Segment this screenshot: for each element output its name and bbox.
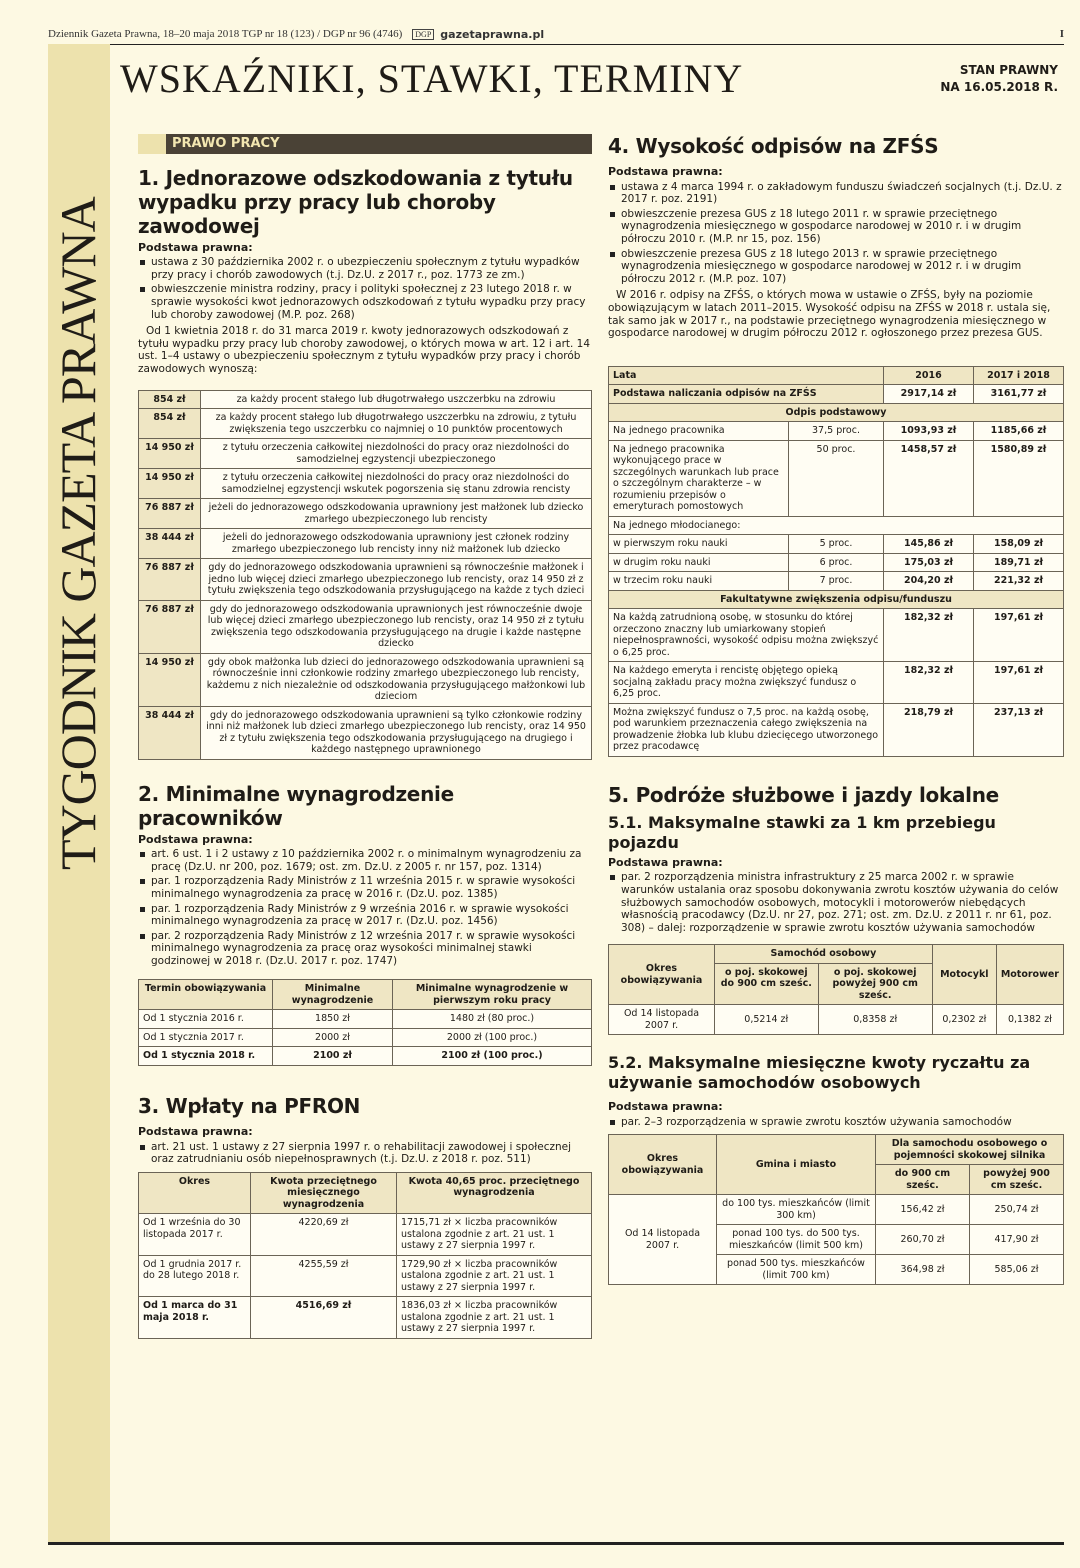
- table-header: 2017 i 2018: [974, 366, 1064, 385]
- table-cell: 364,98 zł: [876, 1255, 970, 1285]
- table-header: 2016: [884, 366, 974, 385]
- list-item: obwieszczenie ministra rodziny, pracy i polityki społecznej z 23 lutego 2018 r. w sprawie wysokości kwot jednorazowych odszkodowań z tytułu wypadku przy pracy lub choroby zawodowej (M.P. poz. 268): [138, 283, 592, 321]
- table-cell: w drugim roku nauki: [609, 553, 789, 572]
- table-subheader: Odpis podstawowy: [609, 403, 1064, 422]
- s1-basis-list: [138, 256, 592, 321]
- s4-basis-list: [608, 181, 1064, 286]
- table-cell: Od 1 stycznia 2017 r.: [139, 1028, 273, 1047]
- table-cell: 2100 zł (100 proc.): [393, 1047, 592, 1066]
- table-header: Minimalne wynagrodzenie: [273, 980, 393, 1010]
- s2-basis-list: [138, 848, 592, 967]
- table-cell: 197,61 zł: [974, 609, 1064, 662]
- s1-paragraph: Od 1 kwietnia 2018 r. do 31 marca 2019 r. kwoty jednorazowych odszkodowań z tytułu wypadku przy pracy lub choroby zawodowej, o których mowa w art. 12 i art. 14 ust. 1–4 ustawy o ubezpieczeniu społecznym z tytułu wypadków przy pracy i chorób zawodowych wynoszą:: [138, 325, 591, 375]
- table-cell: 237,13 zł: [974, 703, 1064, 756]
- table-cell: ponad 500 tys. mieszkańców (limit 700 km): [717, 1255, 876, 1285]
- table-header: Gmina i miasto: [717, 1135, 876, 1195]
- table-cell: 76 887 zł: [139, 600, 201, 653]
- table-cell: 14 950 zł: [139, 653, 201, 706]
- table-cell: 854 zł: [139, 390, 201, 409]
- table-cell: Od 1 marca do 31 maja 2018 r.: [139, 1297, 251, 1339]
- site-link[interactable]: gazetaprawna.pl: [440, 27, 545, 41]
- table-cell: 417,90 zł: [970, 1225, 1064, 1255]
- table-cell: w pierwszym roku nauki: [609, 535, 789, 554]
- table-cell: 4255,59 zł: [251, 1255, 397, 1297]
- s2-table: [138, 979, 592, 1066]
- s2-title: 2. Minimalne wynagrodzenie pracowników: [138, 781, 454, 830]
- s4-title: 4. Wysokość odpisów na ZFŚS: [608, 134, 939, 158]
- s4-basis-label: Podstawa prawna:: [608, 165, 723, 178]
- table-cell: 175,03 zł: [884, 553, 974, 572]
- legal-status-line2: NA 16.05.2018 R.: [940, 80, 1058, 94]
- table-cell: gdy obok małżonka lub dzieci do jednorazowego odszkodowania uprawnieni są równocześnie inni członkowie rodziny zmarłego ubezpieczonego lub rencisty, każdemu z nich niezależnie od odszkodowania przysługującego małżonkowi lub dzieciom: [201, 653, 592, 706]
- table-header: Dla samochodu osobowego o pojemności skokowej silnika: [876, 1135, 1064, 1165]
- s52-title: 5.2. Maksymalne miesięczne kwoty ryczałtu za używanie samochodów osobowych: [608, 1053, 1031, 1093]
- table-cell: 156,42 zł: [876, 1195, 970, 1225]
- table-cell: 145,86 zł: [884, 535, 974, 554]
- table-header: Lata: [609, 366, 884, 385]
- table-cell: 182,32 zł: [884, 609, 974, 662]
- table-cell: jeżeli do jednorazowego odszkodowania uprawniony jest małżonek lub dziecko zmarłego ubezpieczonego lub rencisty: [201, 499, 592, 529]
- table-cell: 0,2302 zł: [932, 1005, 996, 1035]
- list-item: art. 21 ust. 1 ustawy z 27 sierpnia 1997 r. o rehabilitacji zawodowej i społecznej oraz zatrudnianiu osób niepełnosprawnych (t.j. Dz.U. z 2018 r. poz. 511): [138, 1141, 592, 1166]
- table-cell: Można zwiększyć fundusz o 7,5 proc. na każdą osobę, pod warunkiem przeznaczenia całego zwiększenia na prowadzenie żłobka lub klubu dziecięcego utworzonego przez pracodawcę: [609, 703, 884, 756]
- table-cell: Na jednego młodocianego:: [609, 516, 1064, 535]
- legal-status: [940, 62, 1058, 96]
- table-header: Kwota przeciętnego miesięcznego wynagrodzenia: [251, 1172, 397, 1214]
- table-row: [139, 1255, 592, 1297]
- table-cell: 854 zł: [139, 409, 201, 439]
- right-column: [608, 134, 1064, 1285]
- list-item: par. 2 rozporządzenia ministra infrastruktury z 25 marca 2002 r. w sprawie warunków ustalania oraz sposobu dokonywania zwrotu kosztów używania do celów służbowych samochodów osobowych, motocykli i motorowerów niebędących własnością pracodawcy (Dz.U. nr 27, poz. 271; ost. zm. Dz.U. z 2011 r. nr 61, poz. 308) – dalej: rozporządzenie w sprawie zwrotu kosztów używania samochodów: [608, 871, 1064, 934]
- table-header: Termin obowiązywania: [139, 980, 273, 1010]
- s3-basis-label: Podstawa prawna:: [138, 1124, 253, 1138]
- table-cell: 182,32 zł: [884, 662, 974, 704]
- table-row: [609, 440, 1064, 516]
- s2-basis-label: Podstawa prawna:: [138, 832, 253, 846]
- table-cell: 1850 zł: [273, 1010, 393, 1029]
- table-cell: 1480 zł (80 proc.): [393, 1010, 592, 1029]
- table-header: Okres obowiązywania: [609, 945, 715, 1005]
- table-cell: Od 1 września do 30 listopada 2017 r.: [139, 1214, 251, 1256]
- s52-basis-label: Podstawa prawna:: [608, 1100, 723, 1114]
- s3-table: [138, 1172, 592, 1339]
- table-cell: 5 proc.: [789, 535, 884, 554]
- page-title: WSKAŹNIKI, STAWKI, TERMINY: [120, 56, 744, 101]
- table-cell: z tytułu orzeczenia całkowitej niezdolności do pracy oraz niezdolności do samodzielnej egzystencji wskutek pogorszenia się stanu zdrowia rencisty: [201, 469, 592, 499]
- table-cell: Na jednego pracownika wykonującego prace w szczególnych warunkach lub prace o szczególnym charakterze – w rozumieniu przepisów o emeryturach pomostowych: [609, 440, 789, 516]
- table-header: do 900 cm sześc.: [876, 1165, 970, 1195]
- section-label: PRAWO PRACY: [138, 134, 592, 154]
- table-cell: jeżeli do jednorazowego odszkodowania uprawniony jest członek rodziny zmarłego ubezpieczonego lub rencisty inny niż małżonek lub dziecko: [201, 529, 592, 559]
- table-cell: 38 444 zł: [139, 706, 201, 759]
- s51-table: [608, 944, 1064, 1035]
- table-cell: gdy do jednorazowego odszkodowania uprawnieni są równocześnie małżonek i jedno lub więcej dzieci zmarłego ubezpieczonego lub rencisty, oraz 14 950 zł z tytułu zwiększenia tego odszkodowania przysługującego na każde z tych dzieci: [201, 559, 592, 601]
- s1-title: 1. Jednorazowe odszkodowania z tytułu wypadku przy pracy lub choroby zawodowej: [138, 165, 573, 238]
- left-column: [138, 134, 592, 1339]
- table-subheader: Fakultatywne zwiększenia odpisu/funduszu: [609, 590, 1064, 609]
- table-row: [139, 390, 592, 409]
- table-cell: 158,09 zł: [974, 535, 1064, 554]
- table-row: [609, 1005, 1064, 1035]
- table-cell: Od 1 stycznia 2016 r.: [139, 1010, 273, 1029]
- table-header: powyżej 900 cm sześc.: [970, 1165, 1064, 1195]
- table-cell: 189,71 zł: [974, 553, 1064, 572]
- table-row: [139, 1297, 592, 1339]
- table-cell: ponad 100 tys. do 500 tys. mieszkańców (limit 500 km): [717, 1225, 876, 1255]
- table-row: [139, 529, 592, 559]
- table-header: Okres obowiązywania: [609, 1135, 717, 1195]
- page-number: I: [1059, 28, 1064, 40]
- table-cell: 0,1382 zł: [996, 1005, 1063, 1035]
- table-cell: 1458,57 zł: [884, 440, 974, 516]
- table-header: o poj. skokowej do 900 cm sześc.: [715, 963, 819, 1005]
- table-cell: 0,5214 zł: [715, 1005, 819, 1035]
- table-cell: 585,06 zł: [970, 1255, 1064, 1285]
- list-item: par. 1 rozporządzenia Rady Ministrów z 9 września 2016 r. w sprawie wysokości minimalnego wynagrodzenia za pracę w 2017 r. (Dz.U. poz. 1456): [138, 903, 592, 928]
- table-cell: 76 887 zł: [139, 499, 201, 529]
- table-cell: 4516,69 zł: [251, 1297, 397, 1339]
- table-header: o poj. skokowej powyżej 900 cm sześc.: [818, 963, 932, 1005]
- table-row: [139, 1010, 592, 1029]
- table-cell: 197,61 zł: [974, 662, 1064, 704]
- table-cell: 1185,66 zł: [974, 422, 1064, 441]
- list-item: art. 6 ust. 1 i 2 ustawy z 10 października 2002 r. o minimalnym wynagrodzeniu za pracę (Dz.U. nr 200, poz. 1679; ost. zm. Dz.U. z 2005 r. nr 157, poz. 1314): [138, 848, 592, 873]
- s3-title: 3. Wpłaty na PFRON: [138, 1093, 361, 1118]
- table-cell: gdy do jednorazowego odszkodowania uprawnieni są tylko członkowie rodziny inni niż małżonek lub dzieci zmarłego ubezpieczonego lub rencisty, oraz 14 950 zł z tytułu zwiększenia tego odszkodowania przysługującego na drugiego i każdego następnego uprawnionego: [201, 706, 592, 759]
- table-cell: Na każdego emeryta i rencistę objętego opieką socjalną zakładu pracy można zwiększyć fundusz o 6,25 proc.: [609, 662, 884, 704]
- table-cell: 1580,89 zł: [974, 440, 1064, 516]
- table-row: [609, 662, 1064, 704]
- s5-title: 5. Podróże służbowe i jazdy lokalne: [608, 782, 999, 807]
- table-cell: 6 proc.: [789, 553, 884, 572]
- table-cell: 3161,77 zł: [974, 385, 1064, 404]
- table-row: [139, 469, 592, 499]
- s1-table: [138, 390, 592, 760]
- table-cell: 4220,69 zł: [251, 1214, 397, 1256]
- table-cell: w trzecim roku nauki: [609, 572, 789, 591]
- table-header: Motorower: [996, 945, 1063, 1005]
- table-cell: do 100 tys. mieszkańców (limit 300 km): [717, 1195, 876, 1225]
- table-cell: 2100 zł: [273, 1047, 393, 1066]
- table-header: Minimalne wynagrodzenie w pierwszym roku pracy: [393, 980, 592, 1010]
- table-row: [139, 559, 592, 601]
- table-header: Kwota 40,65 proc. przeciętnego wynagrodzenia: [397, 1172, 592, 1214]
- table-cell: Od 1 stycznia 2018 r.: [139, 1047, 273, 1066]
- table-cell: za każdy procent stałego lub długotrwałego uszczerbku na zdrowiu, z tytułu zwiększenia tego uszczerbku co najmniej o 10 punktów procentowych: [201, 409, 592, 439]
- table-row: [139, 499, 592, 529]
- table-row: [609, 385, 1064, 404]
- table-row: [609, 553, 1064, 572]
- table-cell: gdy do jednorazowego odszkodowania uprawnionych jest równocześnie dwoje lub więcej dzieci zmarłego ubezpieczonego lub rencisty, oraz 14 950 zł z tytułu zwiększenia tego odszkodowania przysługującego na drugie i każde następne dziecko: [201, 600, 592, 653]
- table-cell: Na każdą zatrudnioną osobę, w stosunku do której orzeczono znaczny lub umiarkowany stopień niepełnosprawności, wysokość odpisu można zwiększyć o 6,25 proc.: [609, 609, 884, 662]
- table-row: [139, 1047, 592, 1066]
- table-row: [139, 706, 592, 759]
- s4-paragraph: W 2016 r. odpisy na ZFŚS, o których mowa w ustawie o ZFŚS, były na poziomie obowiązującym w latach 2011–2015. Wysokość odpisu na ZFŚS w 2018 r. ustala się, tak samo jak w 2017 r., na podstawie przeciętnego wynagrodzenia miesięcznego w gospodarce narodowej w drugim półroczu 2012 r. ogłoszonego przez prezesa GUS.: [608, 289, 1051, 340]
- list-item: par. 2–3 rozporządzenia w sprawie zwrotu kosztów używania samochodów: [608, 1116, 1064, 1129]
- table-row: [609, 1195, 1064, 1225]
- s51-basis-label: Podstawa prawna:: [608, 855, 723, 869]
- s51-basis-list: [608, 871, 1064, 934]
- table-cell: Od 1 grudnia 2017 r. do 28 lutego 2018 r.: [139, 1255, 251, 1297]
- table-row: [139, 409, 592, 439]
- table-cell: za każdy procent stałego lub długotrwałego uszczerbku na zdrowiu: [201, 390, 592, 409]
- s52-table: [608, 1134, 1064, 1285]
- table-row: [609, 516, 1064, 535]
- s4-table: [608, 366, 1064, 757]
- table-cell: Na jednego pracownika: [609, 422, 789, 441]
- table-cell: 2000 zł (100 proc.): [393, 1028, 592, 1047]
- table-cell: 218,79 zł: [884, 703, 974, 756]
- issue-info: Dziennik Gazeta Prawna, 18–20 maja 2018 TGP nr 18 (123) / DGP nr 96 (4746): [48, 28, 403, 40]
- table-cell: 1093,93 zł: [884, 422, 974, 441]
- s1-basis-label: Podstawa prawna:: [138, 240, 253, 254]
- table-row: [139, 1028, 592, 1047]
- s52-basis-list: [608, 1116, 1064, 1129]
- table-row: [139, 600, 592, 653]
- table-cell: 204,20 zł: [884, 572, 974, 591]
- page-header: [48, 24, 1064, 44]
- header-rule: [48, 44, 1064, 45]
- table-cell: Od 14 listopada 2007 r.: [609, 1195, 717, 1285]
- list-item: ustawa z 4 marca 1994 r. o zakładowym funduszu świadczeń socjalnych (t.j. Dz.U. z 2017 r. poz. 2191): [608, 181, 1064, 206]
- table-cell: Od 14 listopada 2007 r.: [609, 1005, 715, 1035]
- table-cell: 0,8358 zł: [818, 1005, 932, 1035]
- table-cell: 14 950 zł: [139, 469, 201, 499]
- table-row: [139, 439, 592, 469]
- dgp-badge: DGP: [412, 29, 434, 40]
- table-cell: Podstawa naliczania odpisów na ZFŚS: [609, 385, 884, 404]
- s51-title: 5.1. Maksymalne stawki za 1 km przebiegu pojazdu: [608, 812, 996, 852]
- table-header: Okres: [139, 1172, 251, 1214]
- table-cell: z tytułu orzeczenia całkowitej niezdolności do pracy oraz niezdolności do samodzielnej egzystencji ubezpieczonego: [201, 439, 592, 469]
- list-item: obwieszczenie prezesa GUS z 18 lutego 2011 r. w sprawie przeciętnego wynagrodzenia miesięcznego w gospodarce narodowej w 2010 r. i w drugim półroczu 2010 r. (M.P. nr 15, poz. 156): [608, 208, 1064, 246]
- table-cell: 1715,71 zł × liczba pracowników ustalona zgodnie z art. 21 ust. 1 ustawy z 27 sierpnia 1997 r.: [397, 1214, 592, 1256]
- table-cell: 250,74 zł: [970, 1195, 1064, 1225]
- legal-status-line1: STAN PRAWNY: [959, 63, 1058, 77]
- table-cell: 7 proc.: [789, 572, 884, 591]
- table-cell: 221,32 zł: [974, 572, 1064, 591]
- table-row: [609, 703, 1064, 756]
- table-header: Samochód osobowy: [715, 945, 933, 964]
- table-cell: 1729,90 zł × liczba pracowników ustalona zgodnie z art. 21 ust. 1 ustawy z 27 sierpnia 1997 r.: [397, 1255, 592, 1297]
- table-row: [609, 535, 1064, 554]
- list-item: par. 1 rozporządzenia Rady Ministrów z 11 września 2015 r. w sprawie wysokości minimalnego wynagrodzenia za pracę w 2016 r. (Dz.U. poz. 1385): [138, 875, 592, 900]
- list-item: par. 2 rozporządzenia Rady Ministrów z 12 września 2017 r. w sprawie wysokości minimalnego wynagrodzenia za pracę oraz wysokości minimalnej stawki godzinowej w 2018 r. (Dz.U. 2017 r. poz. 1747): [138, 930, 592, 968]
- table-cell: 2917,14 zł: [884, 385, 974, 404]
- s3-basis-list: [138, 1141, 592, 1166]
- list-item: obwieszczenie prezesa GUS z 18 lutego 2013 r. w sprawie przeciętnego wynagrodzenia miesięcznego w gospodarce narodowej w 2012 r. i w drugim półroczu 2012 r. (M.P. poz. 107): [608, 248, 1064, 286]
- table-cell: 260,70 zł: [876, 1225, 970, 1255]
- table-row: [139, 653, 592, 706]
- table-cell: 50 proc.: [789, 440, 884, 516]
- list-item: ustawa z 30 października 2002 r. o ubezpieczeniu społecznym z tytułu wypadków przy pracy i chorób zawodowych (t.j. Dz.U. z 2017 r., poz. 1773 ze zm.): [138, 256, 592, 281]
- footer-rule: [48, 1542, 1064, 1545]
- table-row: [609, 572, 1064, 591]
- table-row: [139, 1214, 592, 1256]
- table-row: [609, 609, 1064, 662]
- vertical-title: TYGODNIK GAZETA PRAWNA: [50, 197, 106, 870]
- table-cell: 38 444 zł: [139, 529, 201, 559]
- table-cell: 76 887 zł: [139, 559, 201, 601]
- table-cell: 37,5 proc.: [789, 422, 884, 441]
- table-row: [609, 422, 1064, 441]
- table-header: Motocykl: [932, 945, 996, 1005]
- table-cell: 14 950 zł: [139, 439, 201, 469]
- table-cell: 2000 zł: [273, 1028, 393, 1047]
- table-cell: 1836,03 zł × liczba pracowników ustalona zgodnie z art. 21 ust. 1 ustawy z 27 sierpnia 1997 r.: [397, 1297, 592, 1339]
